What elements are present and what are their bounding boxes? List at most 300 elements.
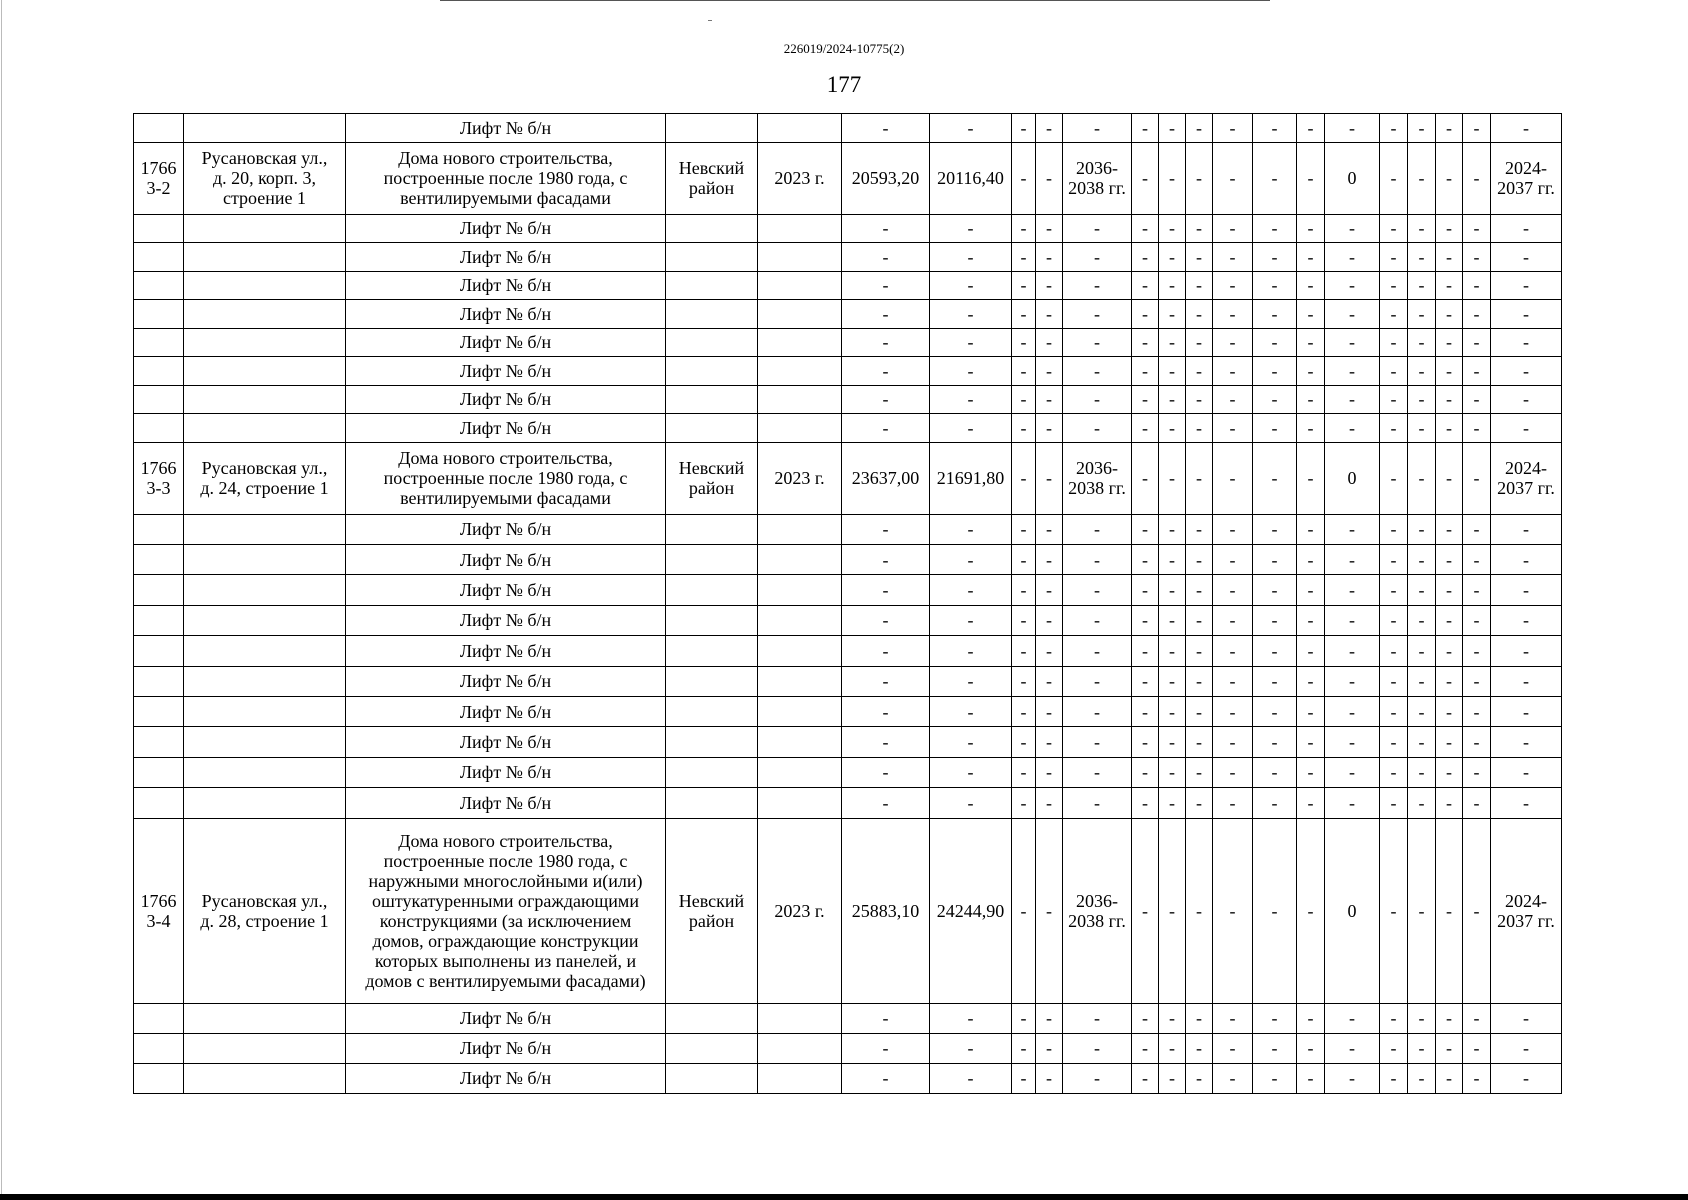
lift-label: Лифт № б/н [346,727,666,757]
dash-cell: - [1491,757,1562,787]
address-cell [184,636,346,666]
dash-cell: - [1297,271,1325,300]
year-cell [758,1003,842,1033]
dash-cell: - [1132,300,1159,329]
lift-label: Лифт № б/н [346,243,666,272]
dash-cell: - [1436,442,1463,514]
dash-cell: - [1408,357,1436,386]
dash-cell: - [1325,385,1380,414]
page-number: 177 [826,72,862,97]
dash-cell: - [1253,114,1297,143]
address-cell [184,357,346,386]
dash-cell: - [1491,544,1562,574]
dash-cell: - [1436,300,1463,329]
year-cell [758,243,842,272]
district-cell [666,514,758,544]
object-number: 1766 3-4 [134,818,184,1003]
dash-cell: - [930,1063,1012,1093]
dash-cell: - [1463,414,1491,443]
dash-cell: - [1132,1033,1159,1063]
dash-cell: - [1325,1063,1380,1093]
dash-cell: - [930,544,1012,574]
district-cell [666,666,758,696]
year-cell [758,514,842,544]
dash-cell: - [1063,300,1132,329]
address-cell [184,243,346,272]
dash-cell: - [930,328,1012,357]
dash-cell: - [1436,414,1463,443]
dash-cell: - [1132,544,1159,574]
dash-cell: - [1063,328,1132,357]
dash-cell: - [1380,414,1408,443]
dash-cell: - [1325,544,1380,574]
district-cell [666,696,758,726]
dash-cell: - [1213,442,1253,514]
dash-cell: - [1186,636,1213,666]
dash-cell: - [1132,727,1159,757]
dash-cell: - [1063,696,1132,726]
year-cell [758,271,842,300]
dash-cell: - [1436,114,1463,143]
object-address: Русановская ул., д. 20, корп. 3, строение 1 [184,142,346,214]
address-cell [184,271,346,300]
lift-label: Лифт № б/н [346,357,666,386]
dash-cell: - [1463,385,1491,414]
dash-cell: - [1297,385,1325,414]
construction-year: 2023 г. [758,818,842,1003]
building-row [134,818,1562,1003]
dash-cell: - [1325,300,1380,329]
dash-cell: - [1325,414,1380,443]
dash-cell: - [1036,1003,1063,1033]
dash-cell: - [1186,214,1213,243]
dash-cell: - [1380,575,1408,605]
dash-cell: - [1012,605,1036,635]
living-area: 24244,90 [930,818,1012,1003]
dash-cell: - [930,214,1012,243]
dash-cell: - [842,357,930,386]
dash-cell: - [1063,214,1132,243]
lift-row [134,300,1562,329]
dash-cell: - [1186,357,1213,386]
dash-cell: - [1012,328,1036,357]
dash-cell: - [1253,300,1297,329]
dash-cell: - [1186,1003,1213,1033]
district: Невский район [666,142,758,214]
dash-cell: - [1186,757,1213,787]
dash-cell: - [1380,214,1408,243]
dash-cell: - [1159,544,1186,574]
district: Невский район [666,818,758,1003]
dash-cell: - [930,1003,1012,1033]
dash-cell: - [1132,575,1159,605]
dash-cell: - [1012,300,1036,329]
dash-cell: - [1159,214,1186,243]
dash-cell: - [1186,328,1213,357]
dash-cell: - [842,300,930,329]
dash-cell: - [930,1033,1012,1063]
district-cell [666,114,758,143]
dash-cell: - [1213,300,1253,329]
dash-cell: - [1436,214,1463,243]
number-cell [134,328,184,357]
dash-cell: - [1253,328,1297,357]
lift-label: Лифт № б/н [346,214,666,243]
dash-cell: - [842,243,930,272]
dash-cell: - [1253,696,1297,726]
dash-cell: - [1408,636,1436,666]
lift-row [134,575,1562,605]
dash-cell: - [1213,1033,1253,1063]
dash-cell: - [1297,300,1325,329]
dash-cell: - [1325,757,1380,787]
construction-year: 2023 г. [758,442,842,514]
lift-row [134,605,1562,635]
dash-cell: - [1253,544,1297,574]
dash-cell: - [1380,442,1408,514]
dash-cell: - [1132,243,1159,272]
dash-cell: - [1213,605,1253,635]
lift-row [134,414,1562,443]
dash-cell: - [1036,696,1063,726]
dash-cell: - [1012,1033,1036,1063]
address-cell [184,385,346,414]
dash-cell: - [1159,357,1186,386]
dash-cell: - [1491,1033,1562,1063]
dash-cell: - [1253,575,1297,605]
dash-cell: - [1036,271,1063,300]
final-period: 2024- 2037 гг. [1491,142,1562,214]
dash-cell: - [1253,442,1297,514]
dash-cell: - [842,696,930,726]
lift-row [134,114,1562,143]
dash-cell: - [1213,514,1253,544]
dash-cell: - [1325,605,1380,635]
dash-cell: - [1186,788,1213,818]
lift-label: Лифт № б/н [346,414,666,443]
dash-cell: - [1159,414,1186,443]
dash-cell: - [1159,1003,1186,1033]
dash-cell: - [930,696,1012,726]
number-cell [134,575,184,605]
dash-cell: - [1380,1003,1408,1033]
dash-cell: - [1491,385,1562,414]
lift-row [134,788,1562,818]
dash-cell: - [1491,271,1562,300]
dash-cell: - [1297,605,1325,635]
dash-cell: - [1132,114,1159,143]
district-cell [666,788,758,818]
dash-cell: - [1380,142,1408,214]
lift-label: Лифт № б/н [346,514,666,544]
dash-cell: - [1297,544,1325,574]
dash-cell: - [930,514,1012,544]
dash-cell: - [1036,328,1063,357]
dash-cell: - [1491,696,1562,726]
dash-cell: - [1186,544,1213,574]
dash-cell: - [1436,575,1463,605]
dash-cell: - [1012,271,1036,300]
dash-cell: - [1213,328,1253,357]
dash-cell: - [1408,757,1436,787]
address-cell [184,214,346,243]
lift-row [134,757,1562,787]
dash-cell: - [1036,243,1063,272]
dash-cell: - [1012,114,1036,143]
address-cell [184,696,346,726]
work-period: 2036- 2038 гг. [1063,818,1132,1003]
address-cell [184,727,346,757]
district-cell [666,636,758,666]
dash-cell: - [930,727,1012,757]
dash-cell: - [1463,575,1491,605]
lift-label: Лифт № б/н [346,300,666,329]
total-area: 20593,20 [842,142,930,214]
dash-cell: - [1012,696,1036,726]
dash-cell: - [930,414,1012,443]
dash-cell: - [1325,1003,1380,1033]
building-type: Дома нового строительства, построенные после 1980 года, с вентилируемыми фасадами [346,142,666,214]
dash-cell: - [1297,757,1325,787]
dash-cell: - [1159,1063,1186,1093]
dash-cell: - [1063,544,1132,574]
lift-label: Лифт № б/н [346,666,666,696]
dash-cell: - [1491,328,1562,357]
register-table [133,113,1562,1094]
dash-cell: - [842,666,930,696]
dash-cell: - [1463,114,1491,143]
dash-cell: - [1213,414,1253,443]
dash-cell: - [1436,243,1463,272]
living-area: 21691,80 [930,442,1012,514]
dash-cell: - [1012,214,1036,243]
dash-cell: - [842,788,930,818]
dash-cell: - [1036,357,1063,386]
dash-cell: - [1159,757,1186,787]
dash-cell: - [1036,142,1063,214]
dash-cell: - [1012,544,1036,574]
dash-cell: - [1408,818,1436,1003]
dash-cell: - [1253,605,1297,635]
dash-cell: - [1325,514,1380,544]
dash-cell: - [1491,214,1562,243]
dash-cell: - [1213,636,1253,666]
dash-cell: - [1186,1033,1213,1063]
dash-cell: - [1213,1003,1253,1033]
zero-value: 0 [1325,442,1380,514]
dash-cell: - [1325,114,1380,143]
lift-row [134,727,1562,757]
number-cell [134,636,184,666]
number-cell [134,271,184,300]
lift-label: Лифт № б/н [346,544,666,574]
dash-cell: - [1132,385,1159,414]
dash-cell: - [1213,818,1253,1003]
lift-label: Лифт № б/н [346,636,666,666]
lift-row [134,1063,1562,1093]
dash-cell: - [1380,788,1408,818]
lift-row [134,385,1562,414]
address-cell [184,514,346,544]
dash-cell: - [1408,243,1436,272]
dash-cell: - [1325,357,1380,386]
dash-cell: - [1325,727,1380,757]
dash-cell: - [1132,514,1159,544]
dash-cell: - [1436,385,1463,414]
dash-cell: - [1253,514,1297,544]
dash-cell: - [1036,666,1063,696]
dash-cell: - [930,666,1012,696]
dash-cell: - [1159,727,1186,757]
lift-label: Лифт № б/н [346,1003,666,1033]
year-cell [758,605,842,635]
number-cell [134,414,184,443]
address-cell [184,757,346,787]
dash-cell: - [1491,605,1562,635]
dash-cell: - [1063,1063,1132,1093]
dash-cell: - [1012,757,1036,787]
dash-cell: - [1408,605,1436,635]
dash-cell: - [1213,757,1253,787]
dash-cell: - [1063,385,1132,414]
dash-cell: - [1297,788,1325,818]
dash-cell: - [1297,357,1325,386]
building-type: Дома нового строительства, построенные после 1980 года, с вентилируемыми фасадами [346,442,666,514]
dash-cell: - [1408,271,1436,300]
dash-cell: - [1463,605,1491,635]
dash-cell: - [1408,214,1436,243]
lift-label: Лифт № б/н [346,788,666,818]
dash-cell: - [1380,1063,1408,1093]
dash-cell: - [1159,142,1186,214]
lift-row [134,271,1562,300]
dash-cell: - [1012,666,1036,696]
year-cell [758,575,842,605]
dash-cell: - [1186,414,1213,443]
building-row [134,442,1562,514]
year-cell [758,636,842,666]
lift-row [134,357,1562,386]
dash-cell: - [1463,328,1491,357]
year-cell [758,300,842,329]
dash-cell: - [1491,300,1562,329]
document-reference: 226019/2024-10775(2) [783,41,905,56]
dash-cell: - [1132,442,1159,514]
dash-cell: - [1063,414,1132,443]
dash-cell: - [1132,271,1159,300]
dash-cell: - [1408,414,1436,443]
dash-cell: - [1253,788,1297,818]
dash-cell: - [1213,385,1253,414]
dash-cell: - [1063,636,1132,666]
dash-cell: - [1325,666,1380,696]
bottom-scan-edge [0,1194,1688,1200]
dash-cell: - [1253,636,1297,666]
dash-cell: - [1213,142,1253,214]
dash-cell: - [1213,788,1253,818]
dash-cell: - [1159,243,1186,272]
dash-cell: - [1491,514,1562,544]
dash-cell: - [1491,727,1562,757]
dash-cell: - [1063,243,1132,272]
number-cell [134,357,184,386]
number-cell [134,1063,184,1093]
dash-cell: - [1012,818,1036,1003]
dash-cell: - [1253,818,1297,1003]
dash-cell: - [1463,214,1491,243]
dash-cell: - [1186,271,1213,300]
dash-cell: - [930,114,1012,143]
dash-cell: - [1132,357,1159,386]
year-cell [758,1033,842,1063]
object-number: 1766 3-2 [134,142,184,214]
number-cell [134,243,184,272]
dash-cell: - [842,328,930,357]
dash-cell: - [1297,243,1325,272]
number-cell [134,1003,184,1033]
dash-cell: - [1408,385,1436,414]
dash-cell: - [842,271,930,300]
dash-cell: - [1325,271,1380,300]
dash-cell: - [1297,727,1325,757]
dash-cell: - [1036,414,1063,443]
dash-cell: - [1253,414,1297,443]
dash-cell: - [1436,727,1463,757]
dash-cell: - [1012,414,1036,443]
dash-cell: - [1159,605,1186,635]
dash-cell: - [1213,243,1253,272]
dash-cell: - [1159,1033,1186,1063]
dash-cell: - [842,1003,930,1033]
district-cell [666,414,758,443]
dash-cell: - [1132,142,1159,214]
dash-cell: - [1063,757,1132,787]
address-cell [184,414,346,443]
dash-cell: - [1491,636,1562,666]
dash-cell: - [1408,788,1436,818]
dash-cell: - [1408,666,1436,696]
dash-cell: - [1036,605,1063,635]
dash-cell: - [1012,788,1036,818]
dash-cell: - [842,544,930,574]
number-cell [134,300,184,329]
dash-cell: - [842,575,930,605]
dash-cell: - [1036,544,1063,574]
number-cell [134,385,184,414]
address-cell [184,1033,346,1063]
dash-cell: - [1063,1033,1132,1063]
dash-cell: - [1463,818,1491,1003]
dash-cell: - [1132,636,1159,666]
dash-cell: - [1132,818,1159,1003]
dash-cell: - [1036,1033,1063,1063]
dash-cell: - [1036,385,1063,414]
address-cell [184,114,346,143]
dash-cell: - [1036,757,1063,787]
building-row [134,142,1562,214]
dash-cell: - [1186,300,1213,329]
dash-cell: - [1132,214,1159,243]
dash-cell: - [1036,727,1063,757]
dash-cell: - [1159,114,1186,143]
dash-cell: - [1463,243,1491,272]
dash-cell: - [1186,142,1213,214]
dash-cell: - [1380,727,1408,757]
lift-row [134,666,1562,696]
dash-cell: - [1463,514,1491,544]
lift-row [134,544,1562,574]
dash-cell: - [1063,727,1132,757]
